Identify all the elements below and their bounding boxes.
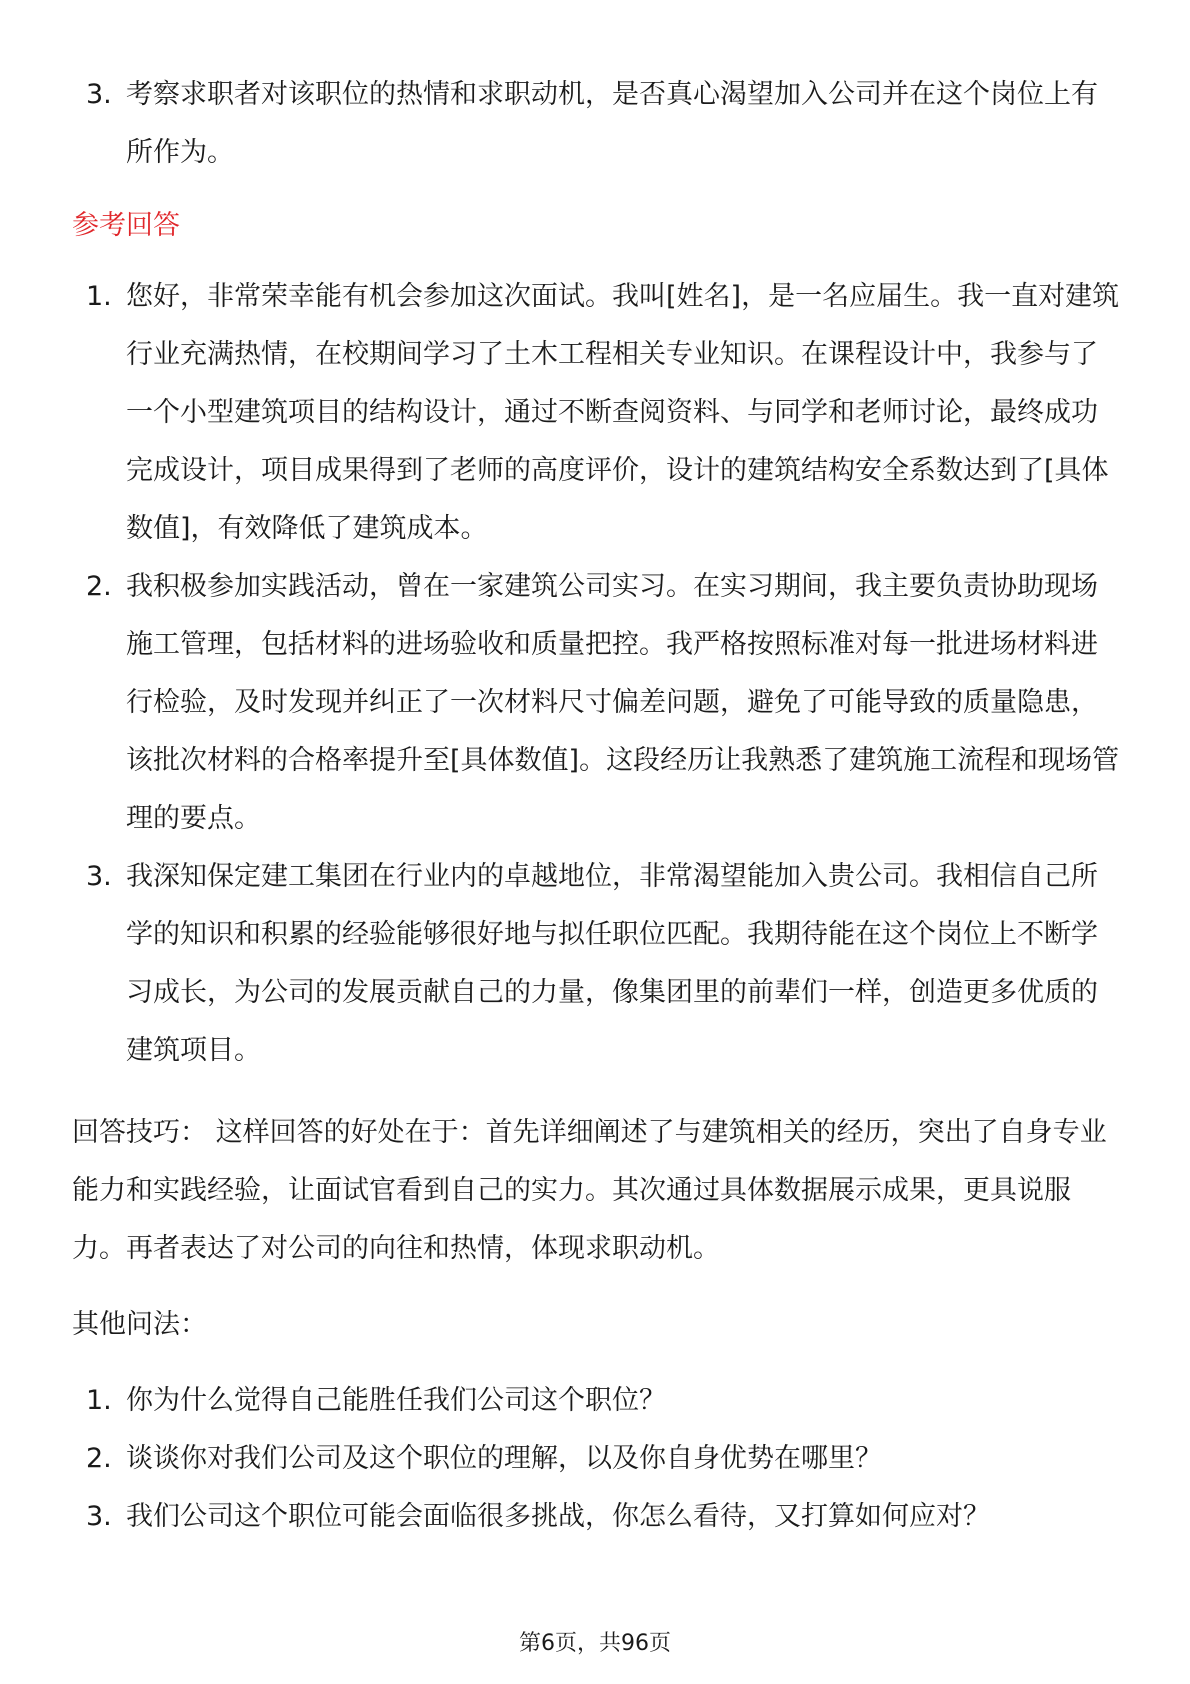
list-item [72, 1372, 1122, 1430]
list-number: 1. [86, 1385, 112, 1416]
list-text: 您好，非常荣幸能有机会参加这次面试。我叫[姓名]，是一名应届生。我一直对建筑行业充满热情，在校期间学习了土木工程相关专业知识。在课程设计中，我参与了一个小型建筑项目的结构设计，通过不断查阅资料、与同学和老师讨论，最终成功完成设计，项目成果得到了老师的高度评价，设计的建筑结构安全系数达到了[具体数值]，有效降低了建筑成本。 [126, 281, 1120, 544]
list-text: 我深知保定建工集团在行业内的卓越地位，非常渴望能加入贵公司。我相信自己所学的知识和积累的经验能够很好地与拟任职位匹配。我期待能在这个岗位上不断学习成长，为公司的发展贡献自己的力量，像集团里的前辈们一样，创造更多优质的建筑项目。 [126, 861, 1098, 1066]
list-number: 3. [86, 79, 112, 110]
continued-list [72, 66, 1122, 182]
list-item [72, 268, 1122, 558]
list-item [72, 848, 1122, 1080]
list-text: 考察求职者对该职位的热情和求职动机，是否真心渴望加入公司并在这个岗位上有所作为。 [126, 79, 1098, 168]
list-number: 2. [86, 571, 112, 602]
list-number: 1. [86, 281, 112, 312]
list-item [72, 1488, 1122, 1546]
list-item [72, 1430, 1122, 1488]
list-text: 我积极参加实践活动，曾在一家建筑公司实习。在实习期间，我主要负责协助现场施工管理，包括材料的进场验收和质量把控。我严格按照标准对每一批进场材料进行检验，及时发现并纠正了一次材料尺寸偏差问题，避免了可能导致的质量隐患，该批次材料的合格率提升至[具体数值]。这段经历让我熟悉了建筑施工流程和现场管理的要点。 [126, 571, 1120, 834]
answer-tip-paragraph: 回答技巧： 这样回答的好处在于：首先详细阐述了与建筑相关的经历，突出了自身专业能力和实践经验，让面试官看到自己的实力。其次通过具体数据展示成果，更具说服力。再者表达了对公司的向往和热情，体现求职动机。 [72, 1117, 1107, 1264]
reference-answer-list [72, 268, 1122, 1080]
list-text: 我们公司这个职位可能会面临很多挑战，你怎么看待，又打算如何应对？ [126, 1501, 990, 1532]
page-footer: 第6页，共96页 [519, 1631, 671, 1656]
other-questions-heading: 其他问法： [72, 1309, 207, 1340]
reference-answer-heading: 参考回答 [72, 210, 180, 241]
other-questions-list [72, 1372, 1122, 1546]
list-number: 3. [86, 1501, 112, 1532]
list-number: 2. [86, 1443, 112, 1474]
list-item [72, 558, 1122, 848]
list-text: 谈谈你对我们公司及这个职位的理解，以及你自身优势在哪里？ [126, 1443, 882, 1474]
list-item [72, 66, 1122, 182]
list-number: 3. [86, 861, 112, 892]
page-content [72, 66, 1122, 1546]
list-text: 你为什么觉得自己能胜任我们公司这个职位？ [126, 1385, 666, 1416]
